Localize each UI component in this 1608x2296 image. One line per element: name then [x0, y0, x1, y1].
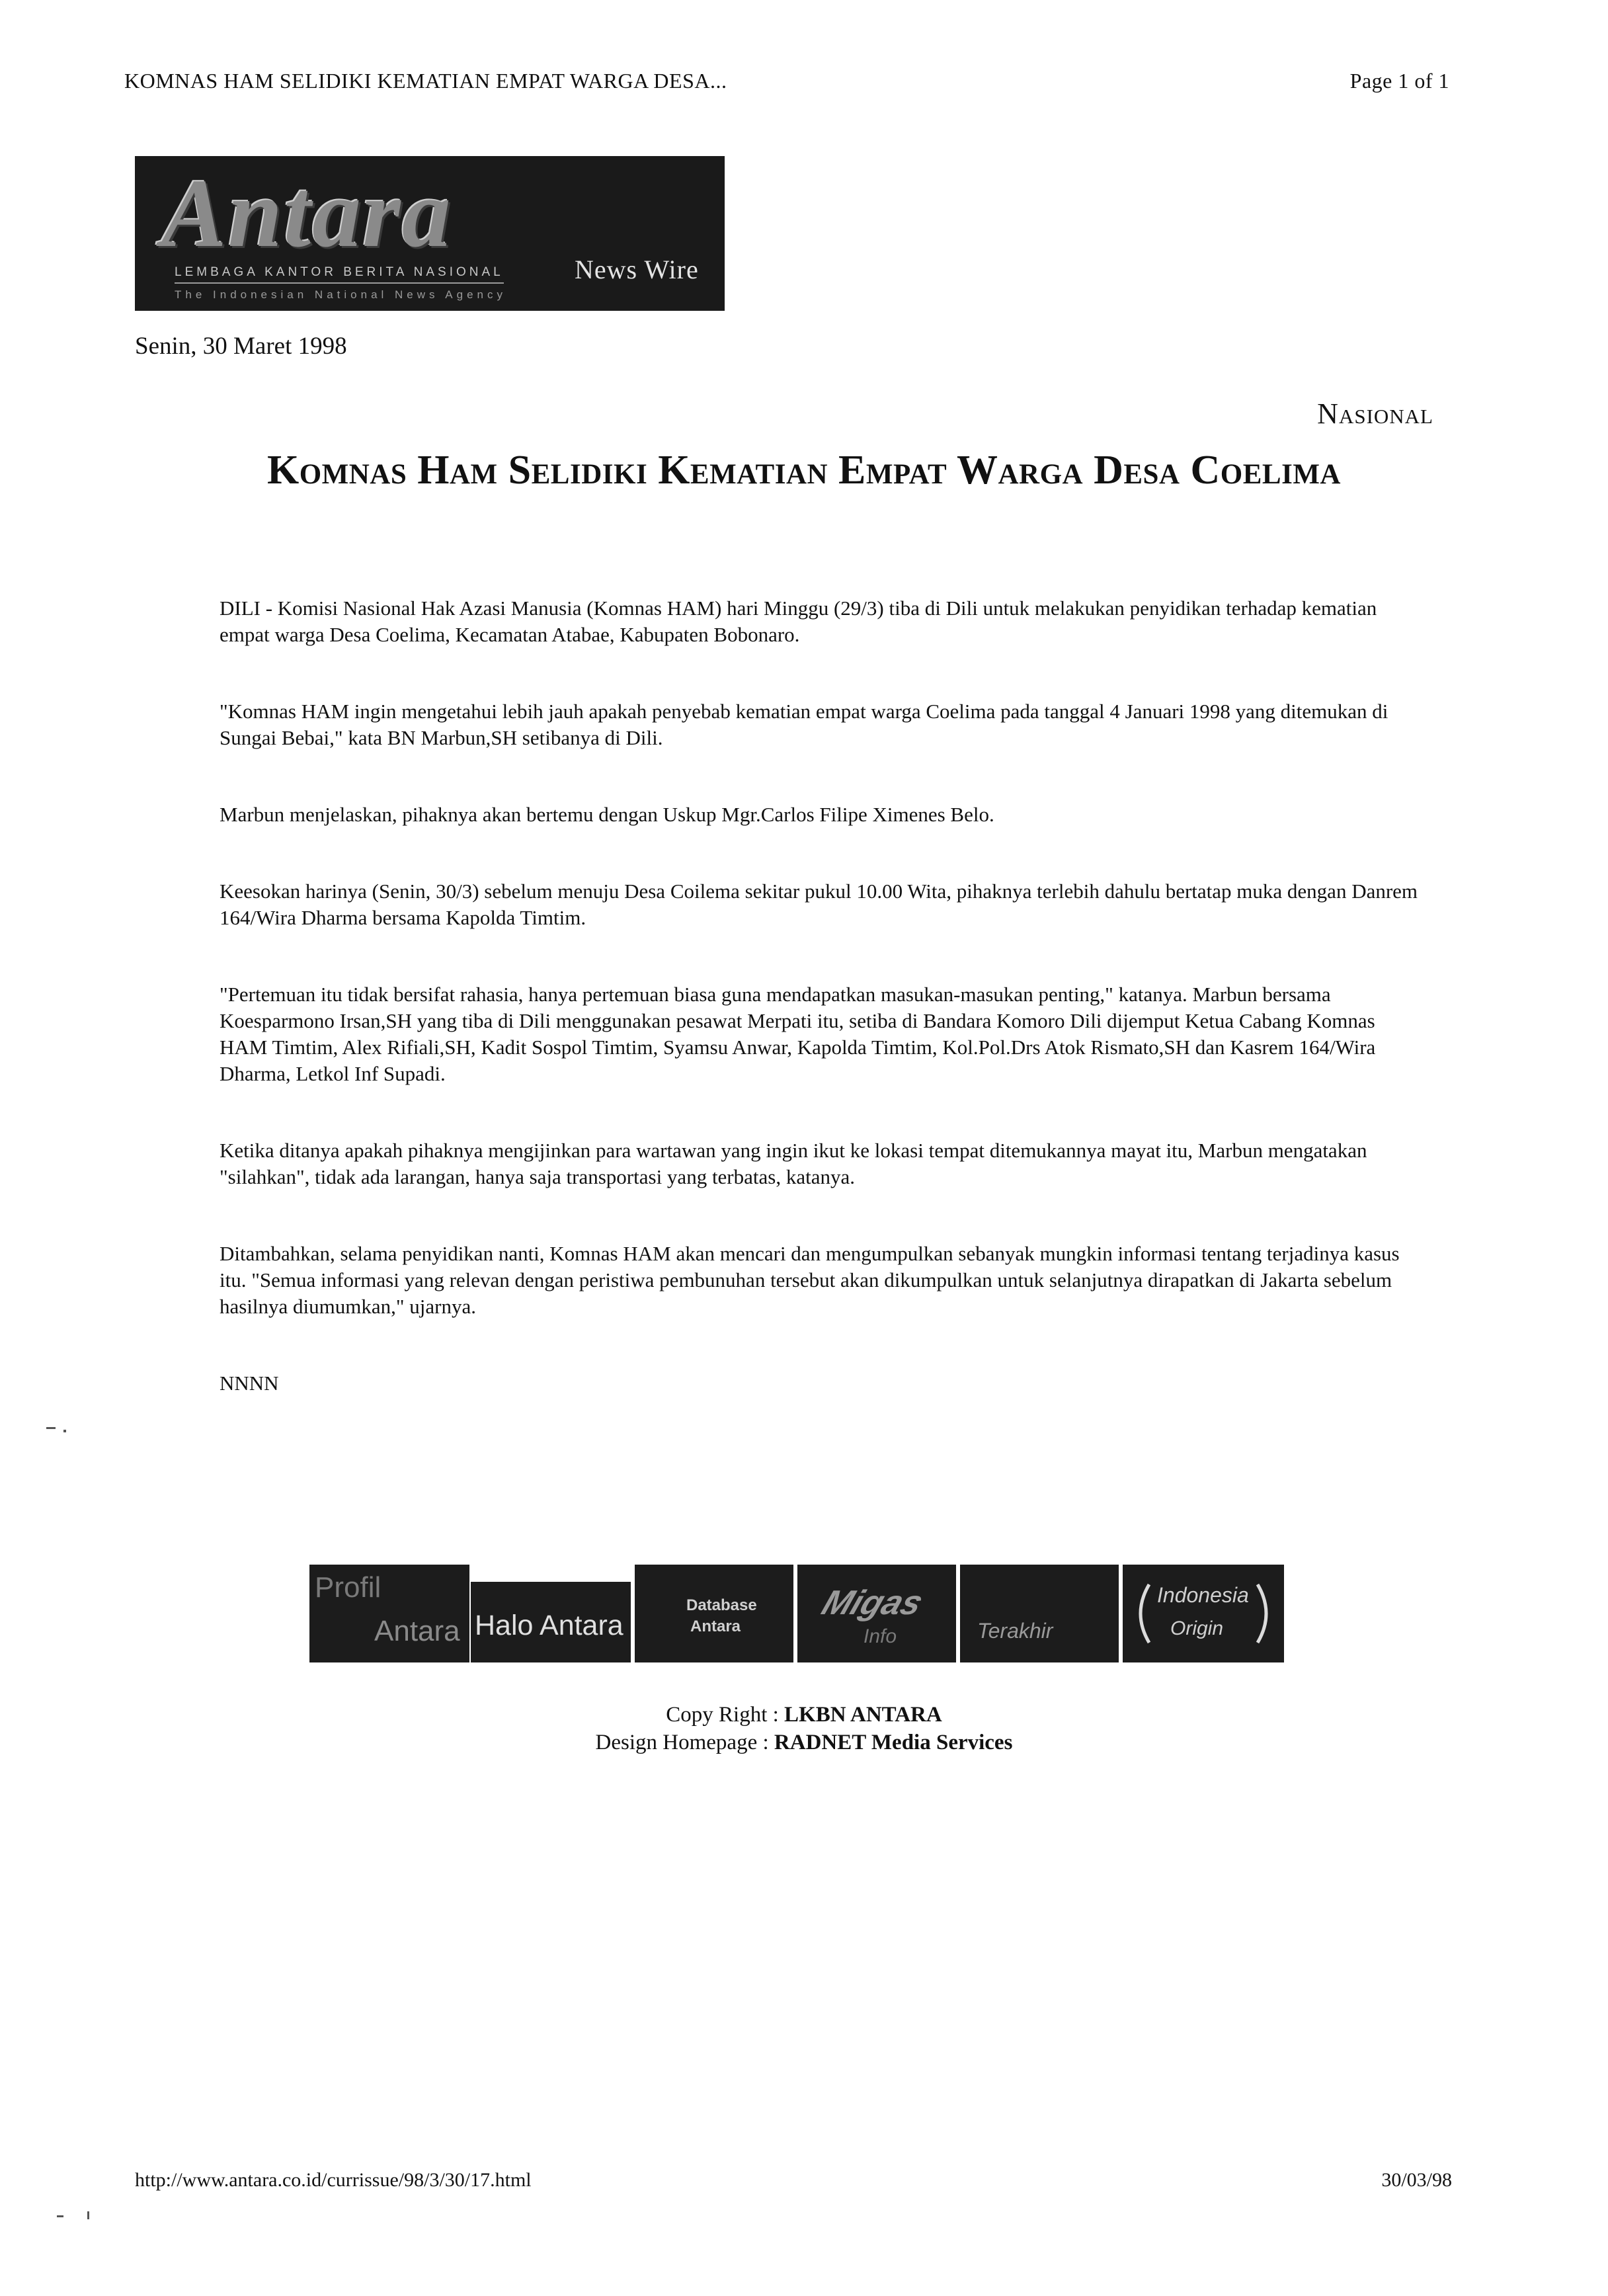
nav-indonesia-line1: Indonesia [1157, 1583, 1249, 1607]
nav-profil-line2: Antara [374, 1615, 460, 1647]
indonesia-origin-frame-icon [1123, 1565, 1284, 1662]
nav-halo-antara-button[interactable] [471, 1582, 631, 1662]
nav-database-antara-button[interactable] [635, 1565, 793, 1662]
nav-terakhir-button[interactable] [960, 1565, 1119, 1662]
news-wire-label: News Wire [575, 255, 699, 284]
article-paragraph: Keesokan harinya (Senin, 30/3) sebelum menuju Desa Coilema sekitar pukul 10.00 Wita, pihaknya terlebih dahulu bertatap muka dengan Danrem 164/Wira Dharma bersama Kapolda Timtim. [220, 880, 1418, 929]
design-credit-line [0, 1729, 1608, 1756]
nav-indonesia-line2: Origin [1170, 1618, 1224, 1639]
article-paragraph: "Pertemuan itu tidak bersifat rahasia, hanya pertemuan biasa guna mendapatkan masukan-masukan penting," katanya. Marbun bersama Koesparmono Irsan,SH yang tiba di Dili menggunakan pesawat Merpati itu, setiba di Bandara Komoro Dili dijemput Ketua Cabang Komnas HAM Timtim, Alex Rifiali,SH, Kadit Sospol Timtim, Syamsu Anwar, Kapolda Timtim, Kol.Pol.Drs Atok Rismato,SH dan Kasrem 164/Wira Dharma, Letkol Inf Supadi. [220, 983, 1376, 1085]
article-paragraph: Ketika ditanya apakah pihaknya mengijinkan para wartawan yang ingin ikut ke lokasi tempat ditemukannya mayat itu, Marbun mengatakan "silahkan", tidak ada larangan, hanya saja transportasi yang terbatas, katanya. [220, 1139, 1367, 1188]
page-header-title: KOMNAS HAM SELIDIKI KEMATIAN EMPAT WARGA DESA... [124, 69, 727, 93]
scan-speck [63, 1430, 66, 1432]
article-headline: Komnas Ham Selidiki Kematian Empat Warga Desa Coelima [267, 448, 1341, 493]
nav-profil-antara-button[interactable] [309, 1565, 469, 1662]
nav-indonesia-origin-button[interactable] [1123, 1565, 1284, 1662]
antara-logo: Antara [161, 159, 452, 268]
scan-speck [87, 2211, 89, 2219]
article-paragraph: "Komnas HAM ingin mengetahui lebih jauh apakah penyebab kematian empat warga Coelima pada tanggal 4 Januari 1998 yang ditemukan di Sungai Bebai," kata BN Marbun,SH setibanya di Dili. [220, 700, 1388, 749]
design-credit-label: Design Homepage : [595, 1731, 774, 1754]
article-paragraph: Marbun menjelaskan, pihaknya akan bertemu dengan Uskup Mgr.Carlos Filipe Ximenes Belo. [220, 803, 994, 826]
copyright-line [0, 1701, 1608, 1729]
footer-date: 30/03/98 [1381, 2169, 1452, 2191]
scan-speck [46, 1427, 56, 1429]
nav-migas-line2: Info [864, 1625, 897, 1647]
nav-terakhir-label: Terakhir [977, 1619, 1053, 1643]
design-credit-holder: RADNET Media Services [774, 1731, 1013, 1754]
copyright-label: Copy Right : [666, 1703, 785, 1727]
article-end-mark: NNNN [220, 1372, 279, 1395]
agency-name-en: The Indonesian National News Agency [175, 288, 507, 301]
agency-name-id: LEMBAGA KANTOR BERITA NASIONAL [175, 265, 504, 284]
nav-profil-line1: Profil [315, 1571, 382, 1604]
nav-database-line2: Antara [690, 1618, 741, 1635]
footer-url: http://www.antara.co.id/currissue/98/3/30/17.html [135, 2169, 532, 2191]
article-paragraph: Ditambahkan, selama penyidikan nanti, Komnas HAM akan mencari dan mengumpulkan sebanyak mungkin informasi tentang terjadinya kasus itu. "Semua informasi yang relevan dengan peristiwa pembunuhan tersebut akan dikumpulkan untuk selanjutnya dirapatkan di Jakarta sebelum hasilnya diumumkan," ujarnya. [220, 1242, 1400, 1318]
article-date: Senin, 30 Maret 1998 [135, 333, 347, 360]
antara-banner [135, 156, 725, 311]
page-number: Page 1 of 1 [1349, 69, 1449, 93]
nav-halo-label: Halo Antara [475, 1610, 623, 1641]
article-body [220, 595, 1423, 1397]
nav-migas-line1: Migas [817, 1584, 928, 1622]
nav-migas-info-button[interactable] [797, 1565, 956, 1662]
copyright-holder: LKBN ANTARA [784, 1703, 942, 1727]
article-section: Nasional [1317, 397, 1433, 430]
copyright-block [0, 1701, 1608, 1756]
nav-database-line1: Database [686, 1596, 757, 1614]
scan-speck [57, 2215, 63, 2217]
article-paragraph: DILI - Komisi Nasional Hak Azasi Manusia (Komnas HAM) hari Minggu (29/3) tiba di Dili untuk melakukan penyidikan terhadap kematian empat warga Desa Coelima, Kecamatan Atabae, Kabupaten Bobonaro. [220, 596, 1377, 646]
